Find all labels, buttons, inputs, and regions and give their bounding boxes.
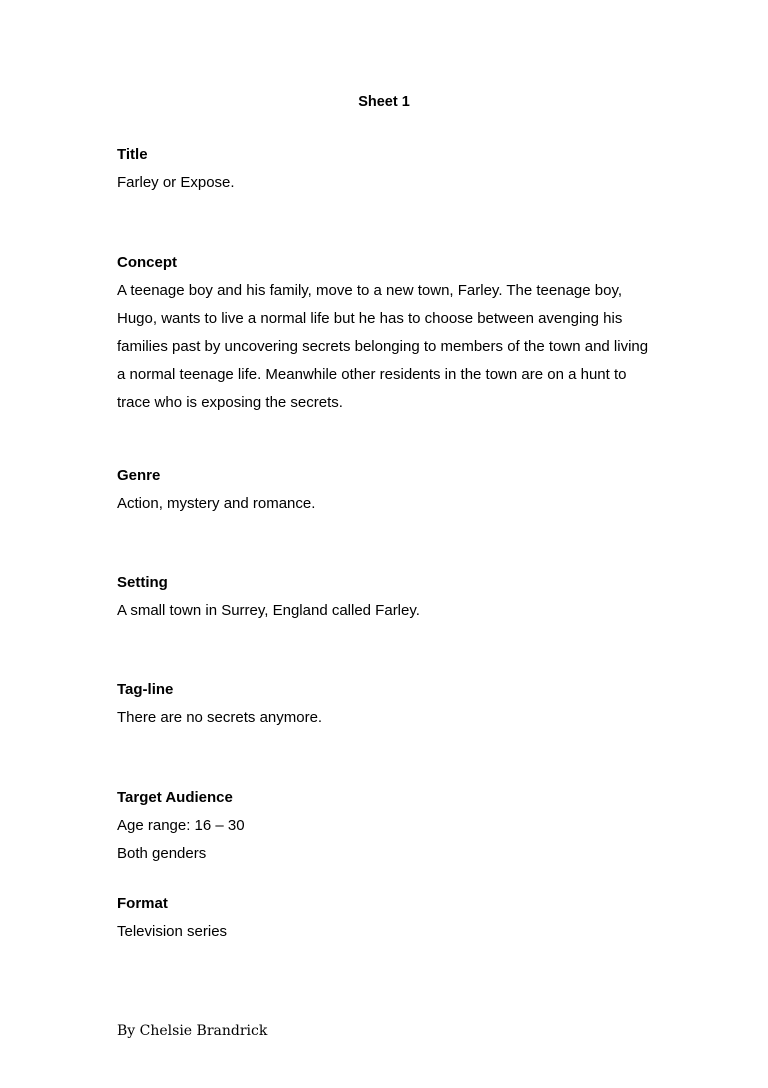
section-heading: Setting [117, 574, 168, 591]
section-target-audience [117, 789, 657, 868]
section-setting [117, 574, 657, 625]
page-title: Sheet 1 [358, 94, 410, 110]
section-tagline [117, 681, 657, 732]
section-format [117, 895, 657, 946]
section-text: Farley or Expose. [117, 174, 235, 191]
section-heading: Format [117, 895, 168, 912]
section-heading: Concept [117, 254, 177, 271]
concept-paragraph: A teenage boy and his family, move to a new town, Farley. The teenage boy, Hugo, wants to live a normal life but he has to choose between avenging his families past by uncovering secrets belonging to members of the town and living a normal teenage life. Meanwhile other residents in the town are on a hunt to trace who is exposing the secrets. [117, 282, 649, 411]
section-text: Television series [117, 923, 228, 940]
section-genre [117, 467, 657, 518]
section-heading: Genre [117, 467, 161, 484]
section-text: A small town in Surrey, England called Farley. [117, 602, 420, 619]
footer-author: By Chelsie Brandrick [117, 1023, 268, 1039]
section-concept [117, 254, 657, 417]
section-heading: Title [117, 146, 148, 163]
section-heading: Tag-line [117, 681, 174, 698]
section-title [117, 146, 657, 197]
section-heading: Target Audience [117, 789, 233, 806]
section-text: There are no secrets anymore. [117, 709, 323, 726]
section-text: Both genders [117, 845, 207, 862]
section-text: Action, mystery and romance. [117, 495, 316, 512]
section-text: Age range: 16 – 30 [117, 817, 245, 834]
